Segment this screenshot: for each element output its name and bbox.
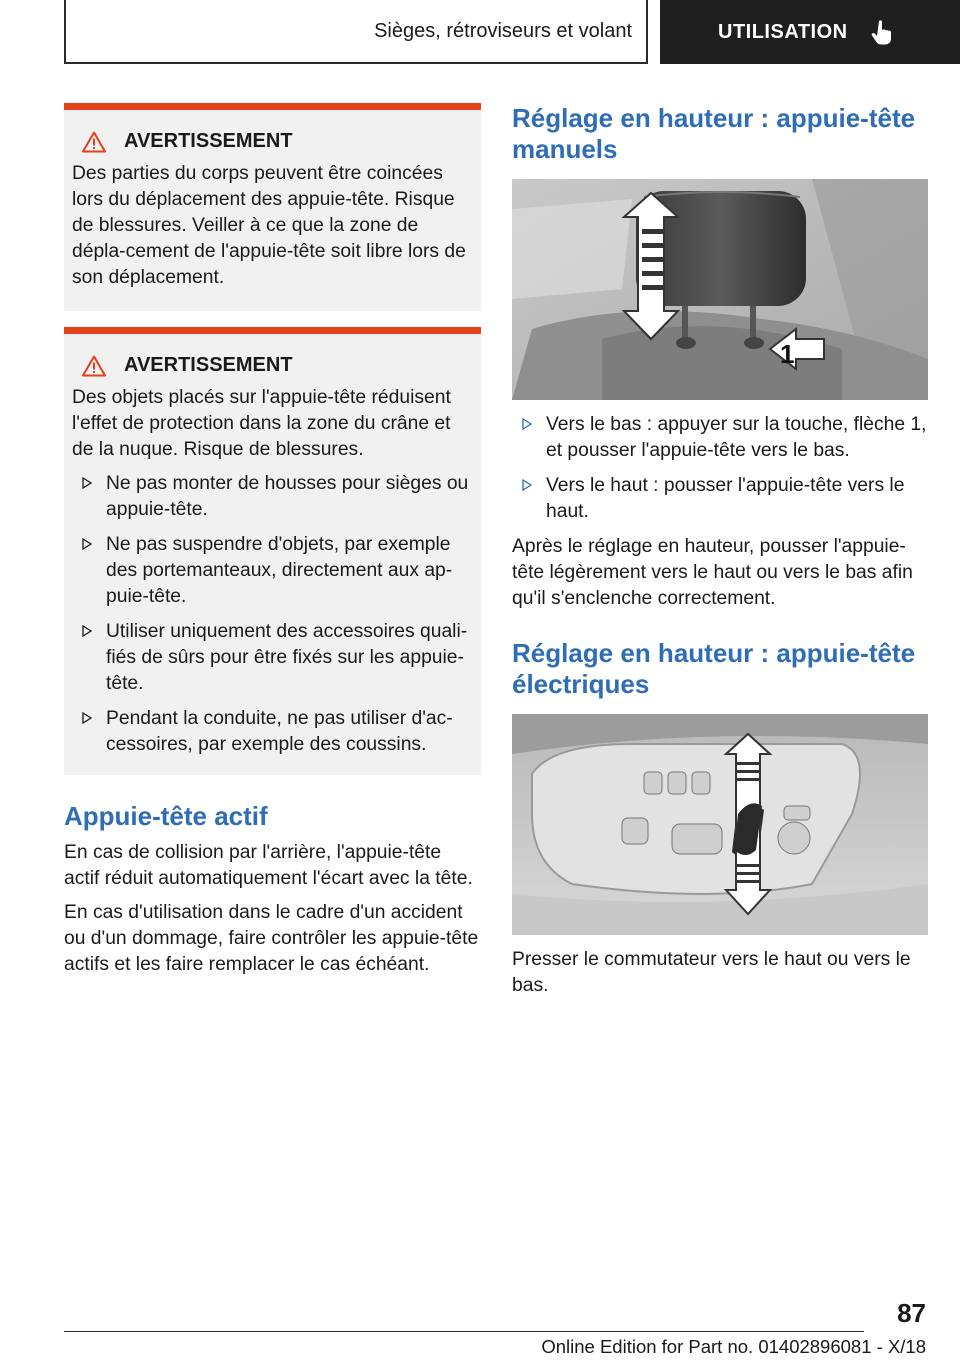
warning-list bbox=[72, 471, 473, 758]
list-item-text: Vers le haut : pousser l'appuie-tête vers le haut. bbox=[546, 475, 905, 522]
warning-triangle-icon bbox=[82, 355, 106, 377]
warning-title: AVERTISSEMENT bbox=[124, 354, 293, 376]
warning-title: AVERTISSEMENT bbox=[124, 130, 293, 152]
hand-pointer-icon bbox=[870, 19, 894, 45]
list-item bbox=[512, 412, 928, 464]
warning-box bbox=[64, 327, 481, 775]
footer-edition: Online Edition for Part no. 01402896081 - X/18 bbox=[541, 1336, 926, 1357]
bullet-triangle-icon bbox=[522, 418, 532, 430]
manual-headrest-figure bbox=[512, 179, 928, 400]
right-column bbox=[512, 103, 928, 999]
list-item bbox=[72, 706, 473, 758]
warning-triangle-icon bbox=[82, 131, 106, 153]
warning-box bbox=[64, 103, 481, 311]
warning-text: Des objets placés sur l'appuie-tête réduisent l'effet de protection dans la zone du crâne et de la nuque. Risque de blessures. bbox=[72, 387, 451, 460]
list-item-text: Ne pas suspendre d'objets, par exemple des portemanteaux, directement aux ap-puie-tête. bbox=[106, 534, 453, 607]
bullet-triangle-icon bbox=[522, 479, 532, 491]
warning-text: Des parties du corps peuvent être coincées lors du déplacement des appuie-tête. Risque de blessures. Veiller à ce que la zone de dépla-cement de l'appuie-tête soit libre lors de son déplacement. bbox=[72, 163, 466, 288]
section-title: Sièges, rétroviseurs et volant bbox=[374, 19, 632, 42]
warning-heading bbox=[72, 130, 473, 153]
footer-divider bbox=[64, 1331, 864, 1332]
list-item-text: Pendant la conduite, ne pas utiliser d'ac-cessoires, par exemple des coussins. bbox=[106, 708, 453, 755]
bullet-triangle-icon bbox=[82, 477, 92, 489]
section-heading-manual-headrest: Réglage en hauteur : appuie-tête manuels bbox=[512, 103, 916, 164]
left-column bbox=[64, 103, 481, 978]
paragraph: Presser le commutateur vers le haut ou vers le bas. bbox=[512, 949, 911, 996]
page-number: 87 bbox=[897, 1298, 926, 1328]
list-item bbox=[72, 471, 473, 523]
section-heading-electric-headrest: Réglage en hauteur : appuie-tête électriques bbox=[512, 638, 916, 699]
list-item-text: Ne pas monter de housses pour sièges ou appuie-tête. bbox=[106, 473, 469, 520]
figure-callout-number: 1 bbox=[780, 339, 795, 369]
manual-headrest-illustration bbox=[512, 179, 928, 400]
chapter-label: UTILISATION bbox=[718, 20, 848, 43]
bullet-triangle-icon bbox=[82, 538, 92, 550]
instruction-list bbox=[512, 412, 928, 525]
bullet-triangle-icon bbox=[82, 712, 92, 724]
warning-heading bbox=[72, 354, 473, 377]
seat-switch-illustration bbox=[512, 714, 928, 935]
list-item bbox=[72, 619, 473, 697]
electric-headrest-figure bbox=[512, 714, 928, 935]
list-item bbox=[72, 532, 473, 610]
list-item-text: Vers le bas : appuyer sur la touche, flèche 1, et pousser l'appuie-tête vers le bas. bbox=[546, 414, 927, 461]
paragraph: En cas d'utilisation dans le cadre d'un accident ou d'un dommage, faire contrôler les appuie-tête actifs et les faire remplacer le cas échéant. bbox=[64, 902, 479, 975]
bullet-triangle-icon bbox=[82, 625, 92, 637]
paragraph: Après le réglage en hauteur, pousser l'appuie-tête légèrement vers le haut ou vers le bas afin qu'il s'enclenche correctement. bbox=[512, 536, 913, 609]
list-item-text: Utiliser uniquement des accessoires quali-fiés de sûrs pour être fixés sur les appuie-tête. bbox=[106, 621, 468, 694]
chapter-tab[interactable] bbox=[660, 0, 960, 64]
list-item bbox=[512, 473, 928, 525]
section-heading-active-headrest: Appuie-tête actif bbox=[64, 801, 268, 831]
paragraph: En cas de collision par l'arrière, l'appuie-tête actif réduit automatiquement l'écart avec la tête. bbox=[64, 842, 473, 889]
section-header bbox=[64, 0, 648, 64]
